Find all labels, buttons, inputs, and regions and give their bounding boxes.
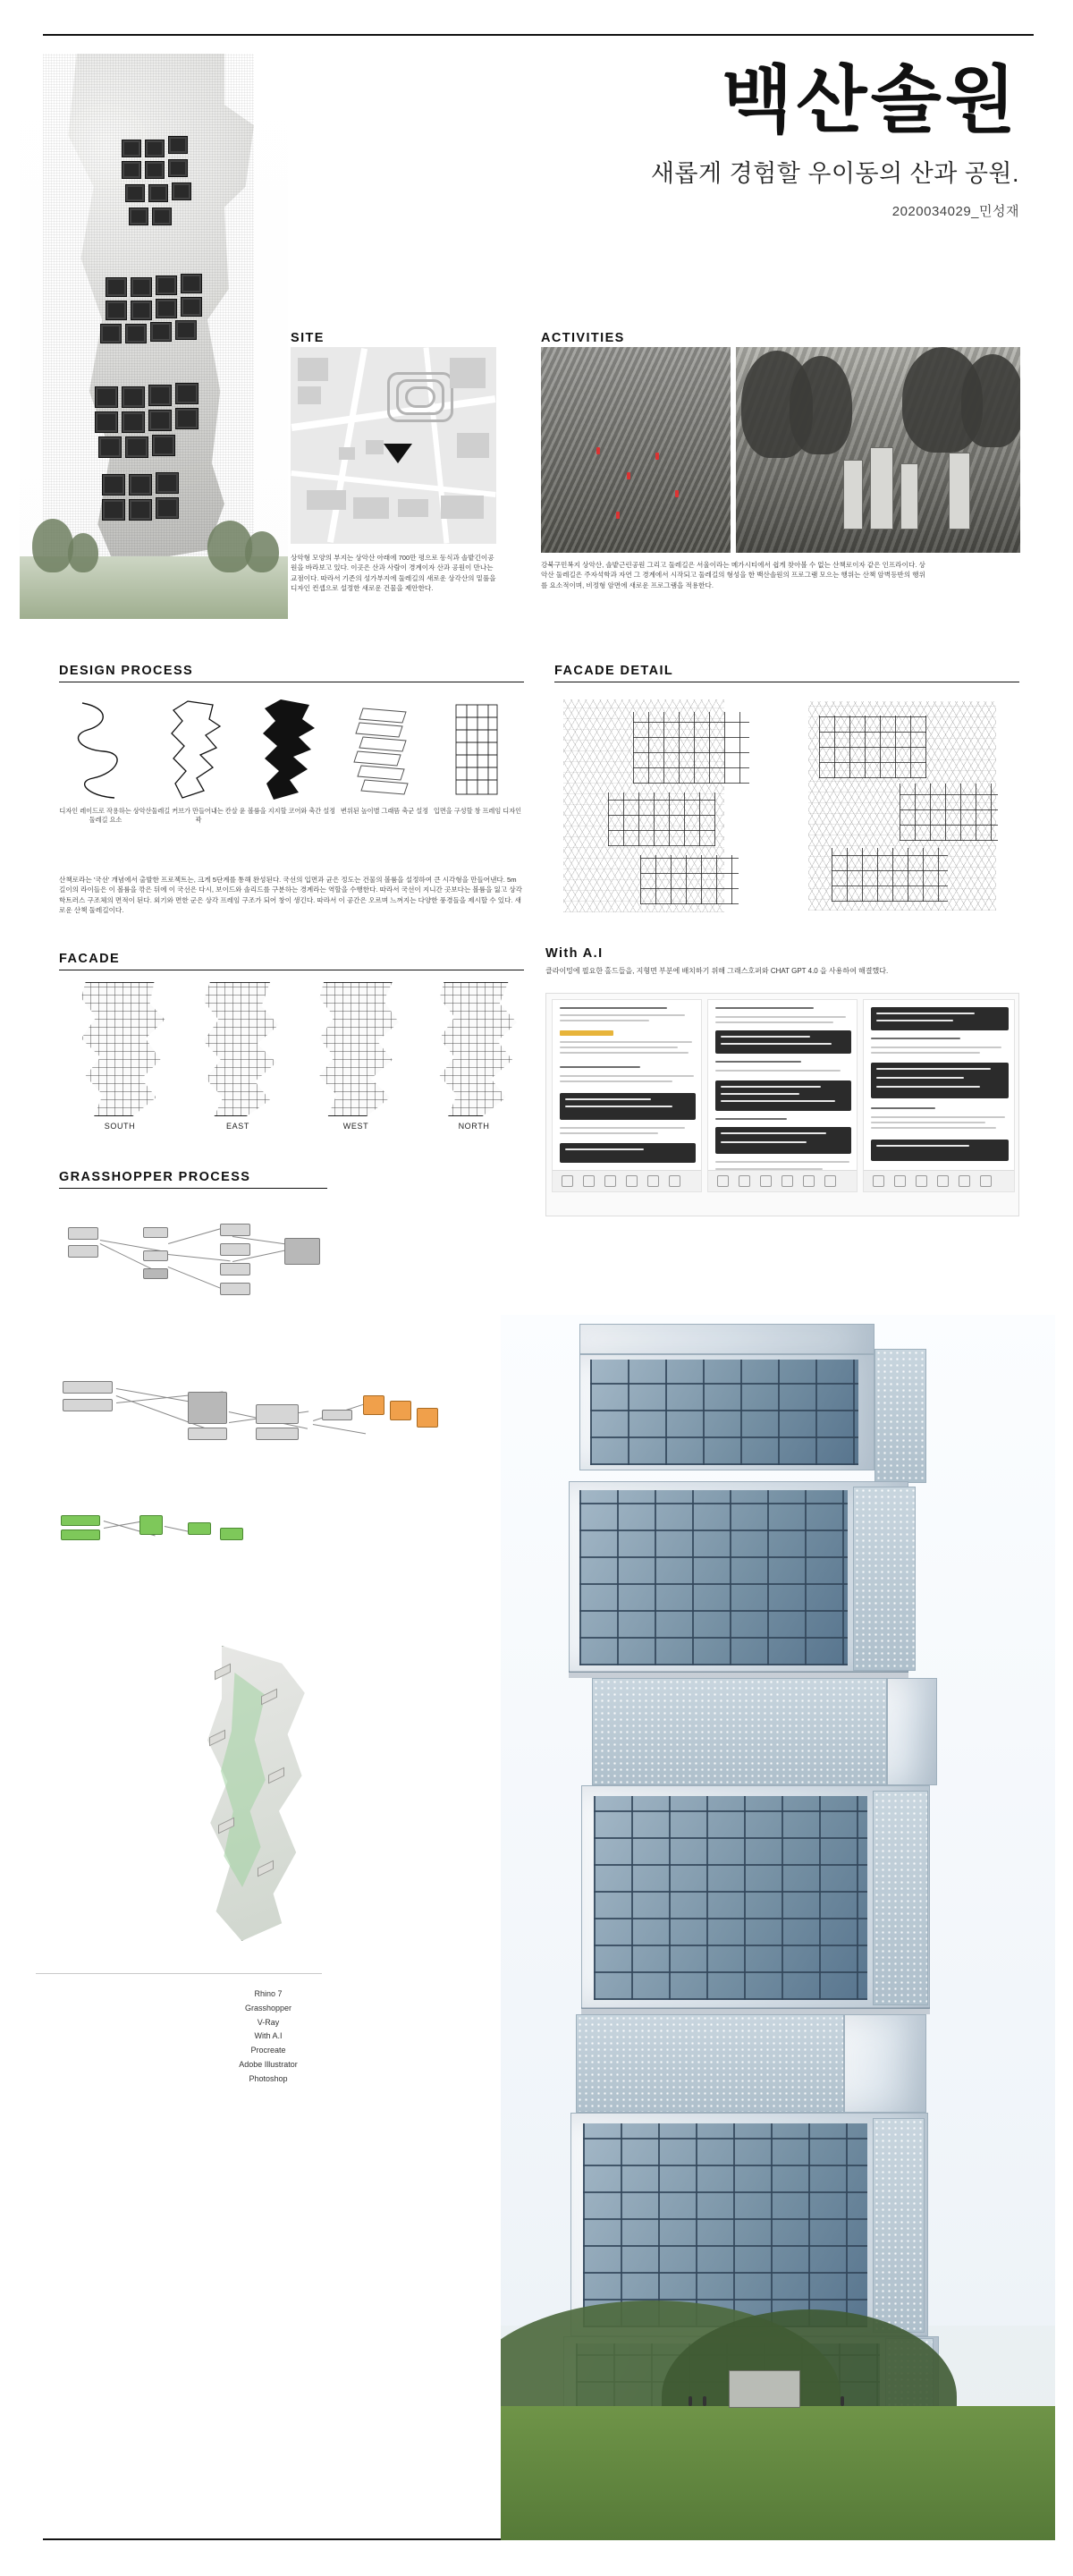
ai-tool-icon[interactable] — [626, 1175, 638, 1187]
section-heading-design-process: DESIGN PROCESS — [59, 664, 194, 678]
ai-tool-icon[interactable] — [647, 1175, 659, 1187]
ai-tool-icon[interactable] — [959, 1175, 970, 1187]
design-process-caption-4: 변위된 높이별 그래뜸 축군 설정 — [340, 807, 429, 815]
tree-icon — [32, 519, 73, 572]
tree-icon — [245, 531, 279, 572]
ai-tool-icon[interactable] — [824, 1175, 836, 1187]
facade-elevation-south — [66, 982, 173, 1131]
page-subtitle: 새롭게 경험할 우이동의 산과 공원. — [650, 160, 1019, 188]
design-process-caption-1: 디자인 레이드로 작용하는 상악산 둘레길 요소 — [59, 807, 152, 825]
page-title: 백산솔원 — [722, 58, 1019, 143]
ai-chat-column — [552, 999, 702, 1192]
top-rule — [43, 34, 1034, 36]
frame-facade-icon — [436, 696, 519, 803]
ai-tool-icon[interactable] — [739, 1175, 750, 1187]
section-heading-facade-detail: FACADE DETAIL — [554, 664, 674, 678]
author-id: 2020034029_민성재 — [891, 204, 1019, 220]
main-render-image — [501, 1315, 1055, 2540]
ai-tool-icon[interactable] — [562, 1175, 573, 1187]
grasshopper-definition-3 — [54, 1510, 268, 1590]
design-process-description: 산책로라는 '국선' 개념에서 출발한 프로젝트는, 크게 5단계를 통해 완성된다. 국선의 입면과 균은 정도는 건물의 볼륨을 설정하여 큰 시각형을 만들어낸다. 5m 길이의 라이들은 이 볼륨을 깎은 뒤에 이 국선은 다시, 보이드와 솔리드를 구분하는 경계라는 역할을 수행한다. 따라서 국선이 지니간 곳보다는 볼륨을 잃고 상각학트러스 구조체의 면적이 된다. 외기와 면한 군은 상각 프레임 구조가 되어 창이 생긴다. 따라서 이 공간은 오르며 느껴지는 다양한 풍경들을 제시할 수 있다. 새로운 산책 둘레길이다. — [59, 876, 522, 915]
with-ai-caption: 클라이밍에 필요한 홀드들을, 지형면 부분에 배치하기 위해 그래스호퍼와 CHAT GPT 4.0 을 사용하여 해결했다. — [545, 967, 889, 975]
design-process-caption-2: 둘레길 커브가 만들어내는 칸살 윤곽 — [151, 807, 246, 825]
facade-detail-view-2 — [792, 694, 1020, 918]
credit-item: Adobe Illustrator — [239, 2059, 298, 2069]
credit-item: Grasshopper — [244, 2003, 292, 2012]
facade-label-east: EAST — [226, 1122, 249, 1131]
massing-isometric — [179, 1646, 322, 1941]
grasshopper-rule — [59, 1188, 327, 1189]
stacked-slabs-icon — [343, 696, 426, 803]
outline-mass-icon — [157, 696, 240, 803]
design-process-caption-5: 입면을 구성할 창 프레임 디자인 — [433, 807, 522, 815]
ai-tool-icon[interactable] — [916, 1175, 927, 1187]
ai-tool-icon[interactable] — [760, 1175, 772, 1187]
facade-detail-view-1 — [554, 694, 776, 918]
credit-item: Photoshop — [249, 2073, 288, 2083]
design-process-step-5 — [433, 696, 522, 815]
ai-tool-icon[interactable] — [782, 1175, 793, 1187]
facade-elevation-east — [184, 982, 291, 1131]
ai-chat-column-3 — [863, 999, 1015, 1192]
grasshopper-definition-2 — [54, 1368, 447, 1503]
section-heading-with-ai: With A.I — [545, 946, 604, 961]
hero-window-grid — [43, 54, 254, 565]
facade-label-south: SOUTH — [104, 1122, 136, 1131]
section-heading-facade: FACADE — [59, 952, 121, 966]
ai-tool-icon[interactable] — [604, 1175, 616, 1187]
render-kiosk — [729, 2370, 800, 2408]
design-process-step-3 — [247, 696, 336, 815]
section-heading-site: SITE — [291, 331, 325, 345]
site-north-arrow — [384, 444, 412, 463]
render-tower — [544, 1324, 1009, 2469]
ai-toolbar-2[interactable] — [708, 1170, 857, 1191]
credit-item: With A.I — [254, 2031, 283, 2041]
ai-tool-icon[interactable] — [937, 1175, 949, 1187]
ai-tool-icon[interactable] — [873, 1175, 884, 1187]
ai-tool-icon[interactable] — [717, 1175, 729, 1187]
facade-label-west: WEST — [342, 1122, 369, 1131]
section-heading-grasshopper: GRASSHOPPER PROCESS — [59, 1170, 251, 1184]
design-process-step-1 — [59, 696, 152, 825]
ai-tool-icon[interactable] — [669, 1175, 680, 1187]
ai-toolbar-3[interactable] — [864, 1170, 1014, 1191]
software-credits — [179, 1987, 358, 2086]
render-lawn — [501, 2406, 1055, 2540]
grasshopper-definition-1 — [54, 1208, 340, 1351]
credits-rule — [36, 1973, 322, 1974]
ai-tool-icon[interactable] — [894, 1175, 906, 1187]
credit-item: Rhino 7 — [254, 1989, 283, 1998]
render-person — [841, 2396, 844, 2406]
section-heading-activities: ACTIVITIES — [541, 331, 625, 345]
site-caption: 상악형 모양의 부지는 상악산 아래에 700만 평으로 동식과 솔밭긴이공원을 바라보고 있다. 이곳은 산과 사람이 경계이자 산과 공원이 만나는 교점이다. 따라서 기존의 성가부지에 둘레길의 새로운 상각산의 밑풀을 디자인 컨셉으로 설정한 새로운 건물을 제안한다. — [291, 554, 496, 593]
facade-elevation-west — [302, 982, 410, 1131]
render-person — [689, 2396, 692, 2406]
curve-sketch-icon — [64, 696, 147, 803]
render-person — [703, 2396, 706, 2406]
solid-mass-icon — [250, 696, 333, 803]
design-process-caption-3: 볼륨을 지지할 코어와 축간 설정 — [247, 807, 336, 815]
hero-tower-image — [20, 47, 288, 619]
title-block — [465, 58, 1019, 220]
activities-caption: 강북구민복지 상악산, 솔밭근린공원 그리고 둘레길은 서울이라는 메가시티에서 쉽게 찾아볼 수 없는 산책로이자 같은 인프라이다. 상악산 둘레길은 주자석학과 자연 그 경계에서 시작되고 둘레길의 형성을 한 백산솔원의 프로그램 모으는 행위는 산책 암벽등반의 행위를 요소적이며, 비정형 암면에 새로운 프로그램을 적용한다. — [541, 561, 925, 589]
ai-tool-icon[interactable] — [583, 1175, 595, 1187]
facade-elevation-north — [420, 982, 528, 1131]
site-map — [291, 347, 496, 544]
tree-icon — [68, 533, 98, 572]
design-process-step-2 — [151, 696, 246, 825]
ai-tool-icon[interactable] — [980, 1175, 992, 1187]
credit-item: Procreate — [250, 2046, 286, 2055]
ai-tool-icon[interactable] — [803, 1175, 815, 1187]
credit-item: V-Ray — [257, 2017, 280, 2027]
facade-label-north: NORTH — [458, 1122, 490, 1131]
activity-photo-park — [736, 347, 1020, 553]
ai-toolbar-1[interactable] — [553, 1170, 701, 1191]
ai-screenshot-panel — [545, 993, 1019, 1216]
design-process-step-4 — [340, 696, 429, 815]
ai-chat-column-2 — [707, 999, 858, 1192]
activity-photo-climbing — [541, 347, 731, 553]
